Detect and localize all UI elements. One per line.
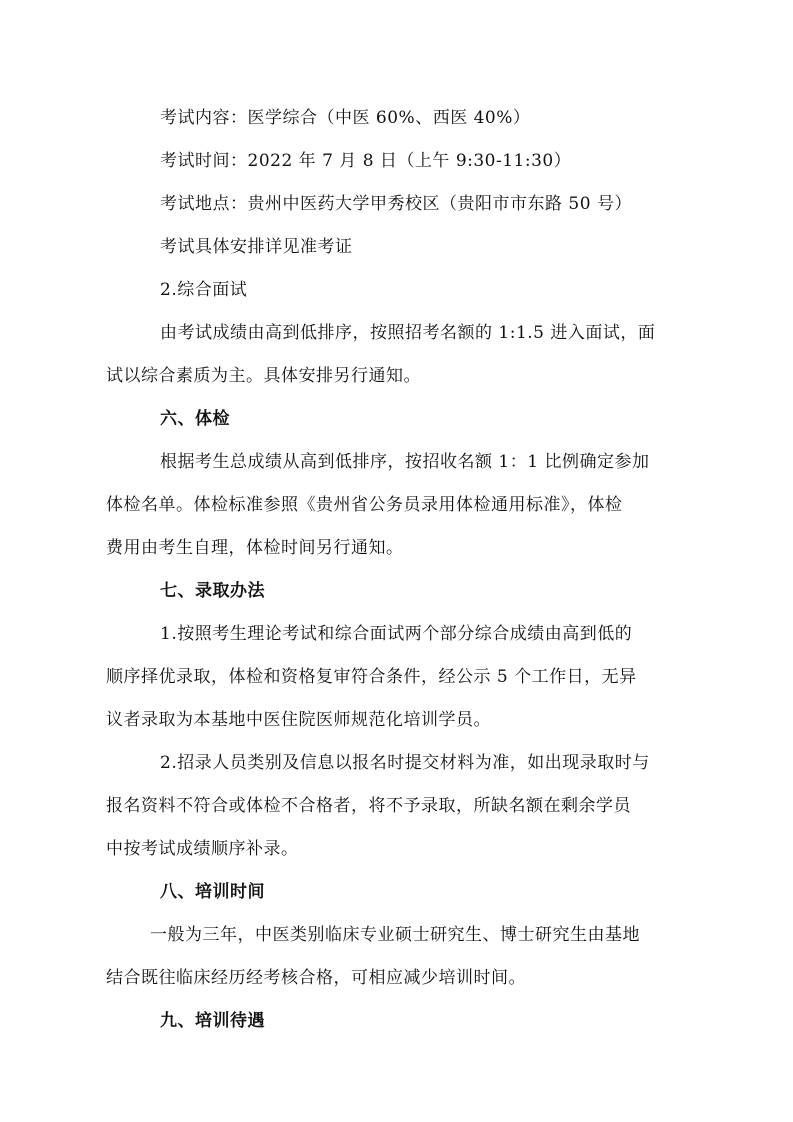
admission-item-2-line-3: 中按考试成绩顺序补录。 [106,839,299,859]
training-duration-paragraph-line-2: 结合既往临床经历经考核合格，可相应减少培训时间。 [106,968,526,988]
admission-item-2-line-1: 2.招录人员类别及信息以报名时提交材料为准，如出现录取时与 [160,753,650,773]
section-heading-training-benefits: 九、培训待遇 [160,1011,265,1031]
interview-subtitle: 2.综合面试 [160,280,248,300]
physical-exam-paragraph-line-1: 根据考生总成绩从高到低排序，按招收名额 1：1 比例确定参加 [160,452,650,472]
physical-exam-paragraph-line-3: 费用由考生自理，体检时间另行通知。 [106,538,404,558]
exam-location-line: 考试地点：贵州中医药大学甲秀校区（贵阳市市东路 50 号） [160,194,632,214]
section-heading-admission: 七、录取办法 [160,581,265,601]
interview-paragraph-line-2: 试以综合素质为主。具体安排另行通知。 [106,366,421,386]
admission-item-1-line-3: 议者录取为本基地中医住院医师规范化培训学员。 [106,710,491,730]
section-heading-physical-exam: 六、体检 [160,409,230,429]
admission-item-1-line-1: 1.按照考生理论考试和综合面试两个部分综合成绩由高到低的 [160,624,633,644]
interview-paragraph-line-1: 由考试成绩由高到低排序，按照招考名额的 1:1.5 进入面试，面 [160,323,656,343]
training-duration-paragraph-line-1: 一般为三年，中医类别临床专业硕士研究生、博士研究生由基地 [150,925,640,945]
admission-item-2-line-2: 报名资料不符合或体检不合格者，将不予录取，所缺名额在剩余学员 [106,796,631,816]
exam-time-line: 考试时间：2022 年 7 月 8 日（上午 9:30-11:30） [160,151,572,171]
admission-item-1-line-2: 顺序择优录取，体检和资格复审符合条件，经公示 5 个工作日，无异 [106,667,637,687]
exam-arrangement-line: 考试具体安排详见准考证 [160,237,353,257]
exam-content-line: 考试内容：医学综合（中医 60%、西医 40%） [160,108,531,128]
physical-exam-paragraph-line-2: 体检名单。体检标准参照《贵州省公务员录用体检通用标准》，体检 [106,495,623,515]
section-heading-training-duration: 八、培训时间 [160,882,265,902]
